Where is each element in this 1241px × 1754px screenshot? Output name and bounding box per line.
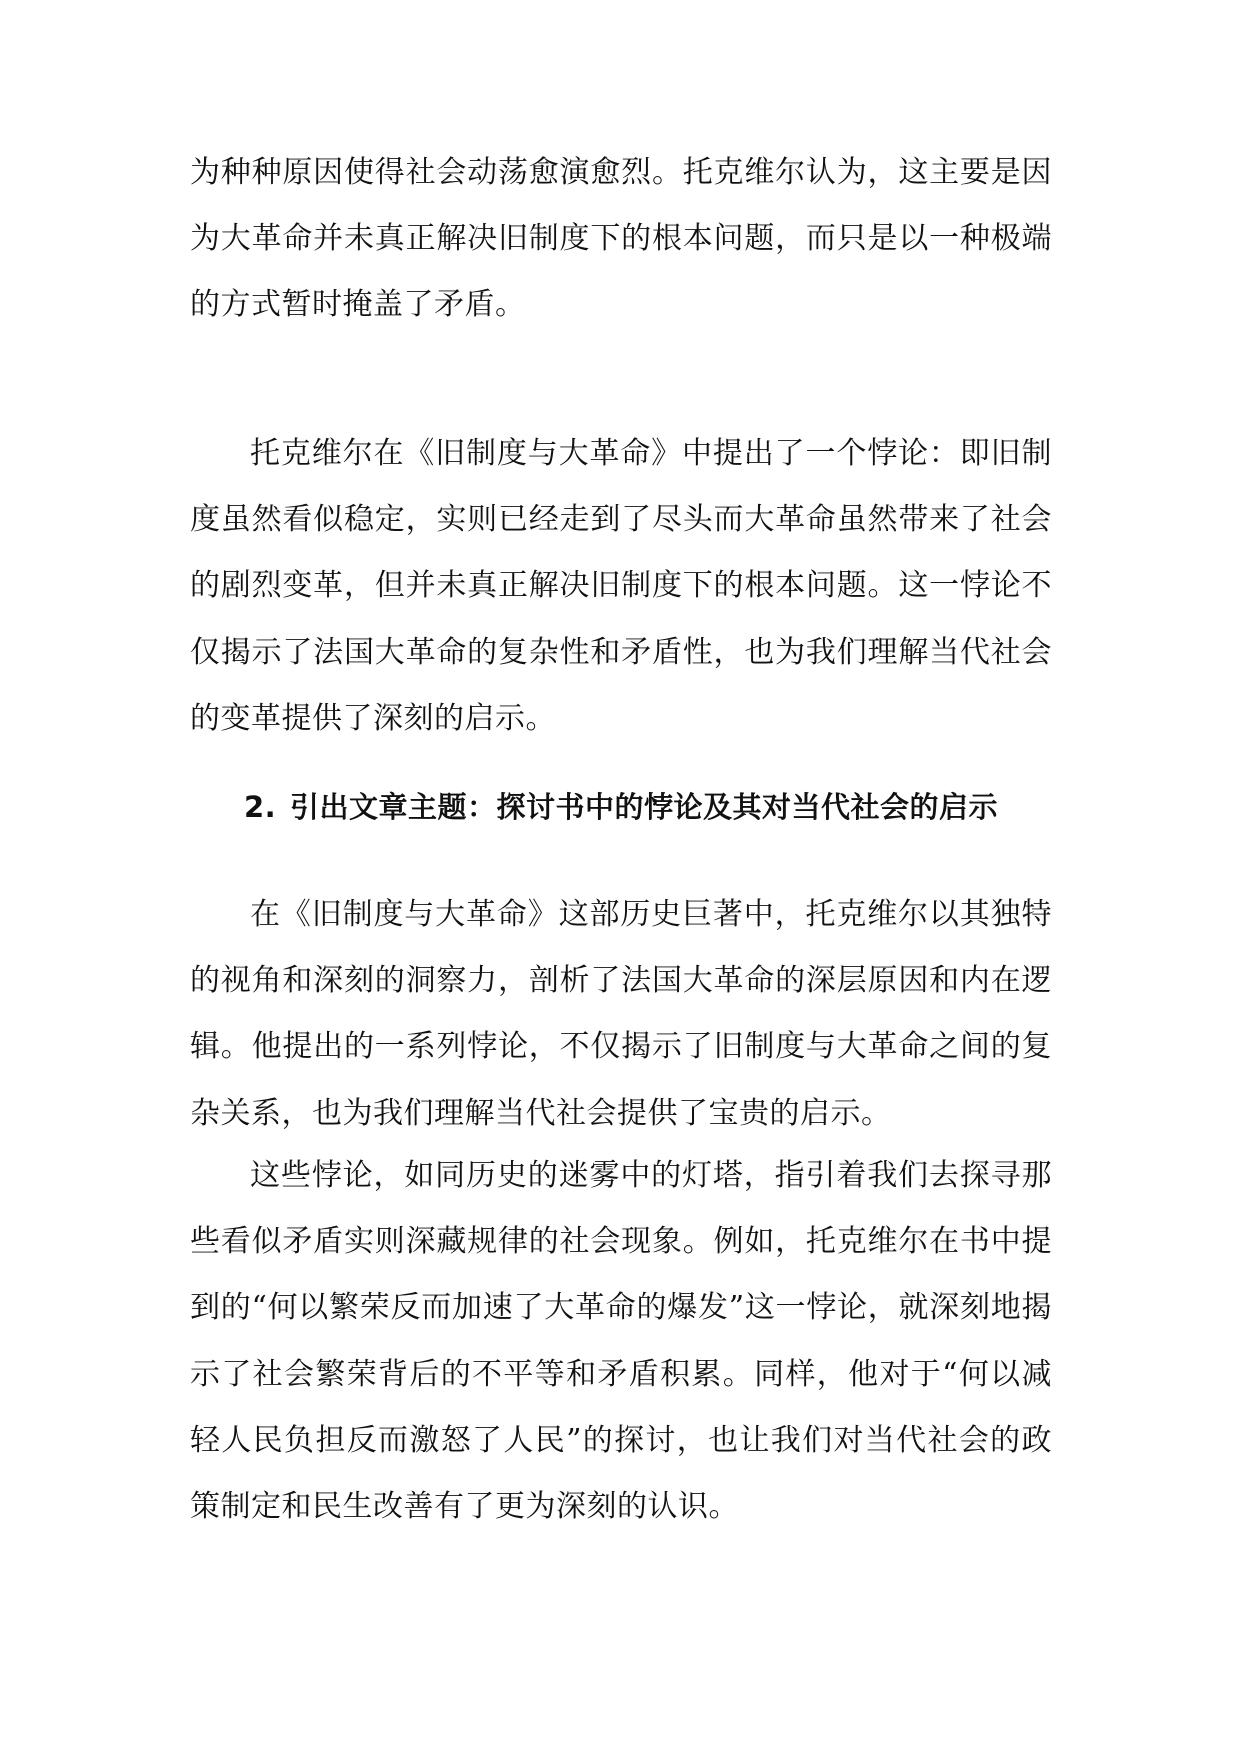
paragraph-intro: 在《旧制度与大革命》这部历史巨著中，托克维尔以其独特的视角和深刻的洞察力，剖析了法国大革命的深层原因和内在逻辑。他提出的一系列悖论，不仅揭示了旧制度与大革命之间的复杂关系，也为我们理解当代社会提供了宝贵的启示。 — [190, 897, 1052, 1131]
paragraph-examples: 这些悖论，如同历史的迷雾中的灯塔，指引着我们去探寻那些看似矛盾实则深藏规律的社会现象。例如，托克维尔在书中提到的“何以繁荣反而加速了大革命的爆发”这一悖论，就深刻地揭示了社会繁荣背后的不平等和矛盾积累。同样，他对于“何以减轻人民负担反而激怒了人民”的探讨，也让我们对当代社会的政策制定和民生改善有了更为深刻的认识。 — [190, 1158, 1052, 1525]
section-number: 2. — [244, 790, 277, 824]
paragraph-continuation: 为种种原因使得社会动荡愈演愈烈。托克维尔认为，这主要是因为大革命并未真正解决旧制度下的根本问题，而只是以一种极端的方式暂时掩盖了矛盾。 — [190, 155, 1052, 323]
paragraph-paradox: 托克维尔在《旧制度与大革命》中提出了一个悖论：即旧制度虽然看似稳定，实则已经走到了尽头而大革命虽然带来了社会的剧烈变革，但并未真正解决旧制度下的根本问题。这一悖论不仅揭示了法国大革命的复杂性和矛盾性，也为我们理解当代社会的变革提供了深刻的启示。 — [190, 436, 1052, 736]
section-title: 引出文章主题：探讨书中的悖论及其对当代社会的启示 — [290, 790, 999, 824]
section-heading — [244, 787, 1064, 827]
